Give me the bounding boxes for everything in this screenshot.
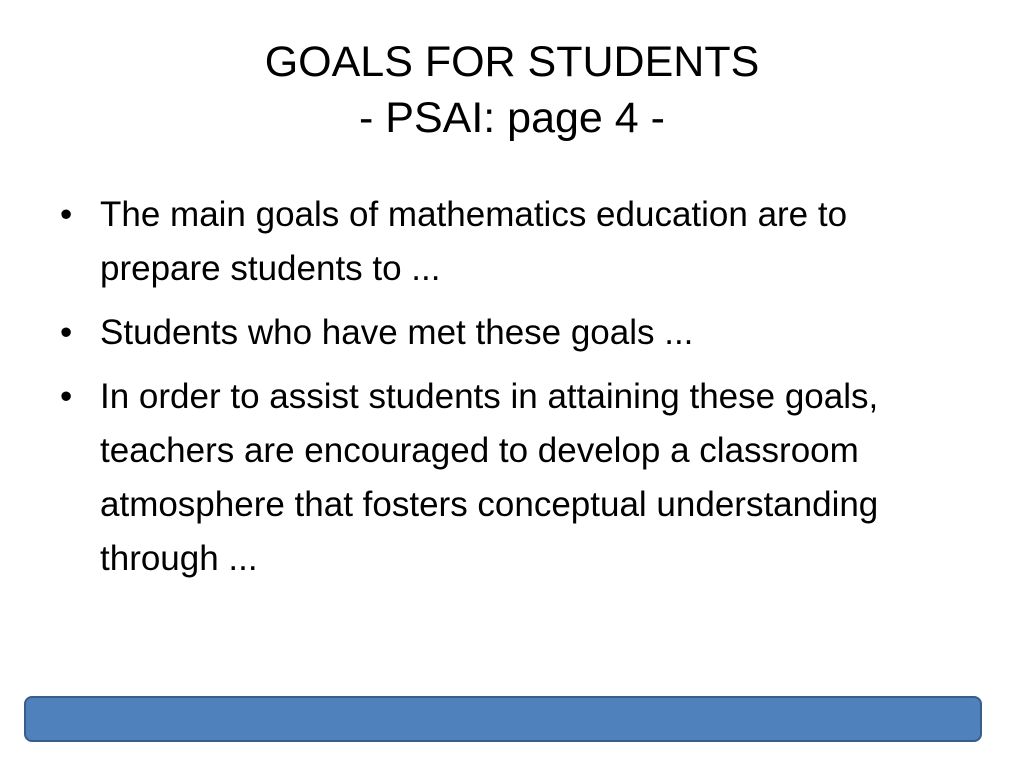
footer-bar [24,696,982,742]
title-line-main: GOALS FOR STUDENTS [264,38,760,86]
slide-title [0,34,1024,146]
bullet-text: In order to assist students in attaining these goals, teachers are encouraged to develop a classroom atmosphere that fosters conceptual understanding through ... [100,377,879,578]
bullet-text: The main goals of mathematics education are to prepare students to ... [100,195,848,288]
bullet-item [60,188,970,296]
bullet-item [60,306,970,360]
bullet-list [60,188,970,596]
bullet-text: Students who have met these goals ... [100,313,694,352]
title-line-subtitle: - PSAI: page 4 - [359,94,665,142]
bullet-dot-icon: • [60,195,73,234]
bullet-dot-icon: • [60,377,73,416]
bullet-dot-icon: • [60,313,73,352]
bullet-item [60,370,970,586]
